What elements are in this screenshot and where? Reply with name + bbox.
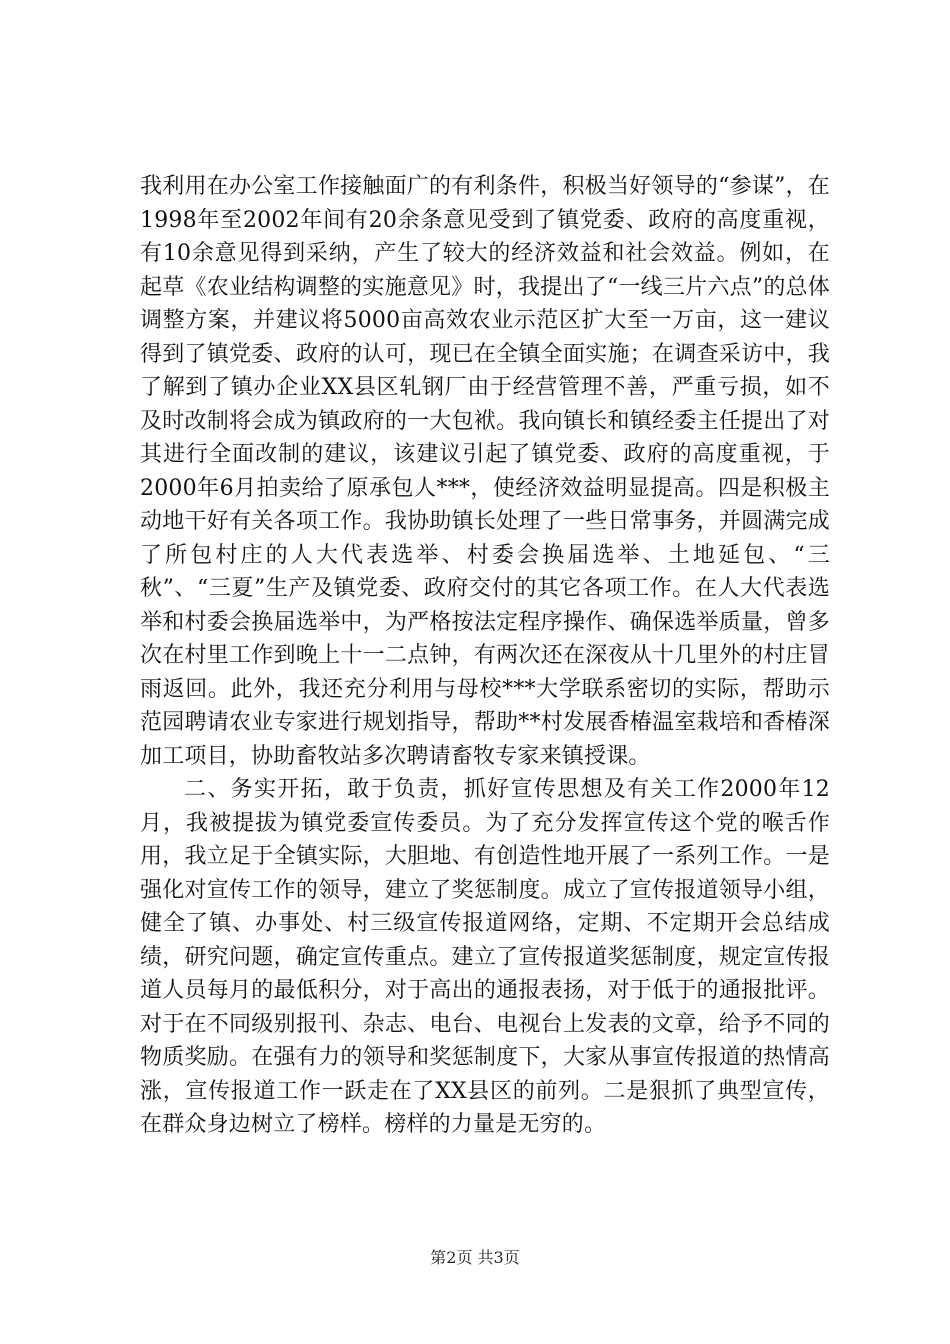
paragraph-1: 我利用在办公室工作接触面广的有利条件，积极当好领导的“参谋”，在1998年至2002年间有20余条意见受到了镇党委、政府的高度重视，有10余意见得到采纳，产生了较大的经济效益和社会效益。例如，在起草《农业结构调整的实施意见》时，我提出了“一线三片六点”的总体调整方案，并建议将5000亩高效农业示范区扩大至一万亩，这一建议得到了镇党委、政府的认可，现已在全镇全面实施；在调查采访中，我了解到了镇办企业XX县区轧钢厂由于经营管理不善，严重亏损，如不及时改制将会成为镇政府的一大包袱。我向镇长和镇经委主任提出了对其进行全面改制的建议，该建议引起了镇党委、政府的高度重视，于2000年6月拍卖给了原承包人***，使经济效益明显提高。四是积极主动地干好有关各项工作。我协助镇长处理了一些日常事务，并圆满完成了所包村庄的人大代表选举、村委会换届选举、土地延包、“三秋”、“三夏”生产及镇党委、政府交付的其它各项工作。在人大代表选举和村委会换届选举中，为严格按法定程序操作、确保选举质量，曾多次在村里工作到晚上十一二点钟，有两次还在深夜从十几里外的村庄冒雨返回。此外，我还充分利用与母校***大学联系密切的实际，帮助示范园聘请农业专家进行规划指导，帮助**村发展香椿温室栽培和香椿深加工项目，协助畜牧站多次聘请畜牧专家来镇授课。 — [140, 174, 830, 769]
document-body — [140, 170, 830, 1142]
paragraph-2: 二、务实开拓，敢于负责，抓好宣传思想及有关工作2000年12月，我被提拔为镇党委宣传委员。为了充分发挥宣传这个党的喉舌作用，我立足于全镇实际，大胆地、有创造性地开展了一系列工作。一是强化对宣传工作的领导，建立了奖惩制度。成立了宣传报道领导小组，健全了镇、办事处、村三级宣传报道网络，定期、不定期开会总结成绩，研究问题，确定宣传重点。建立了宣传报道奖惩制度，规定宣传报道人员每月的最低积分，对于高出的通报表扬，对于低于的通报批评。对于在不同级别报刊、杂志、电台、电视台上发表的文章，给予不同的物质奖励。在强有力的领导和奖惩制度下，大家从事宣传报道的热情高涨，宣传报道工作一跃走在了XX县区的前列。二是狠抓了典型宣传，在群众身边树立了榜样。榜样的力量是无穷的。 — [140, 777, 830, 1137]
page-footer: 第2页 共3页 — [430, 1248, 520, 1267]
